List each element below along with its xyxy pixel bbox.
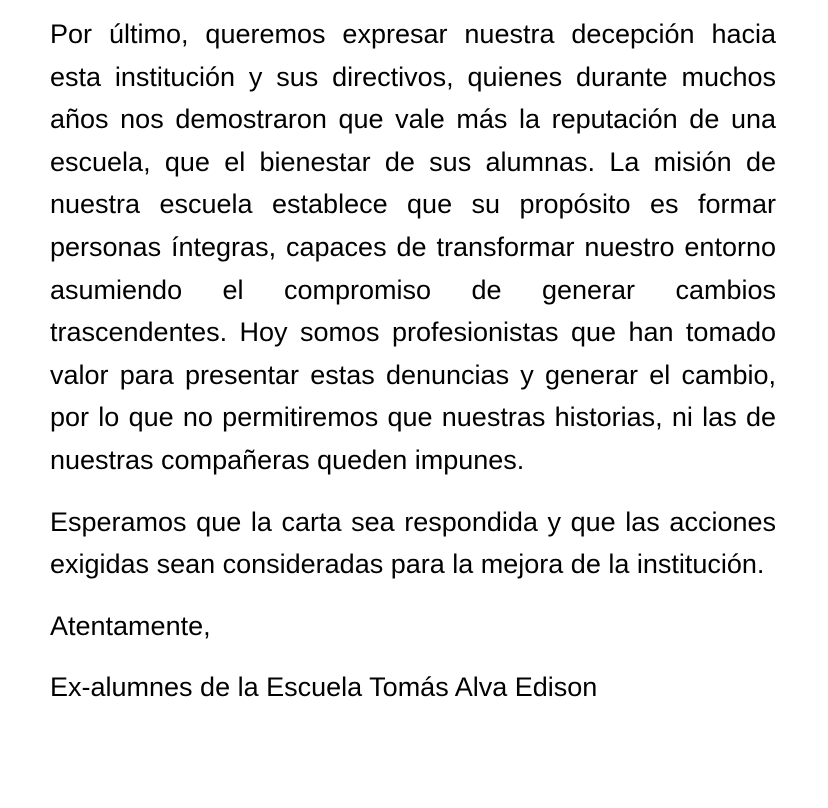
- paragraph-decepcion: Por último, queremos expresar nuestra decepción hacia esta institución y sus directivos, quienes durante muchos años nos demostraron que vale más la reputación de una escuela, que el bienestar de sus alumnas. La misión de nuestra escuela establece que su propósito es formar personas íntegras, capaces de transformar nuestro entorno asumiendo el compromiso de generar cambios trascendentes. Hoy somos profesionistas que han tomado valor para presentar estas denuncias y generar el cambio, por lo que no permitiremos que nuestras historias, ni las de nuestras compañeras queden impunes.: [50, 19, 776, 475]
- closing-line: Atentamente,: [50, 610, 211, 641]
- paragraph-esperamos: Esperamos que la carta sea respondida y que las acciones exigidas sean consideradas para la mejora de la institución.: [50, 506, 776, 580]
- letter-body: [50, 13, 776, 709]
- signature-line: Ex-alumnes de la Escuela Tomás Alva Edison: [50, 672, 598, 703]
